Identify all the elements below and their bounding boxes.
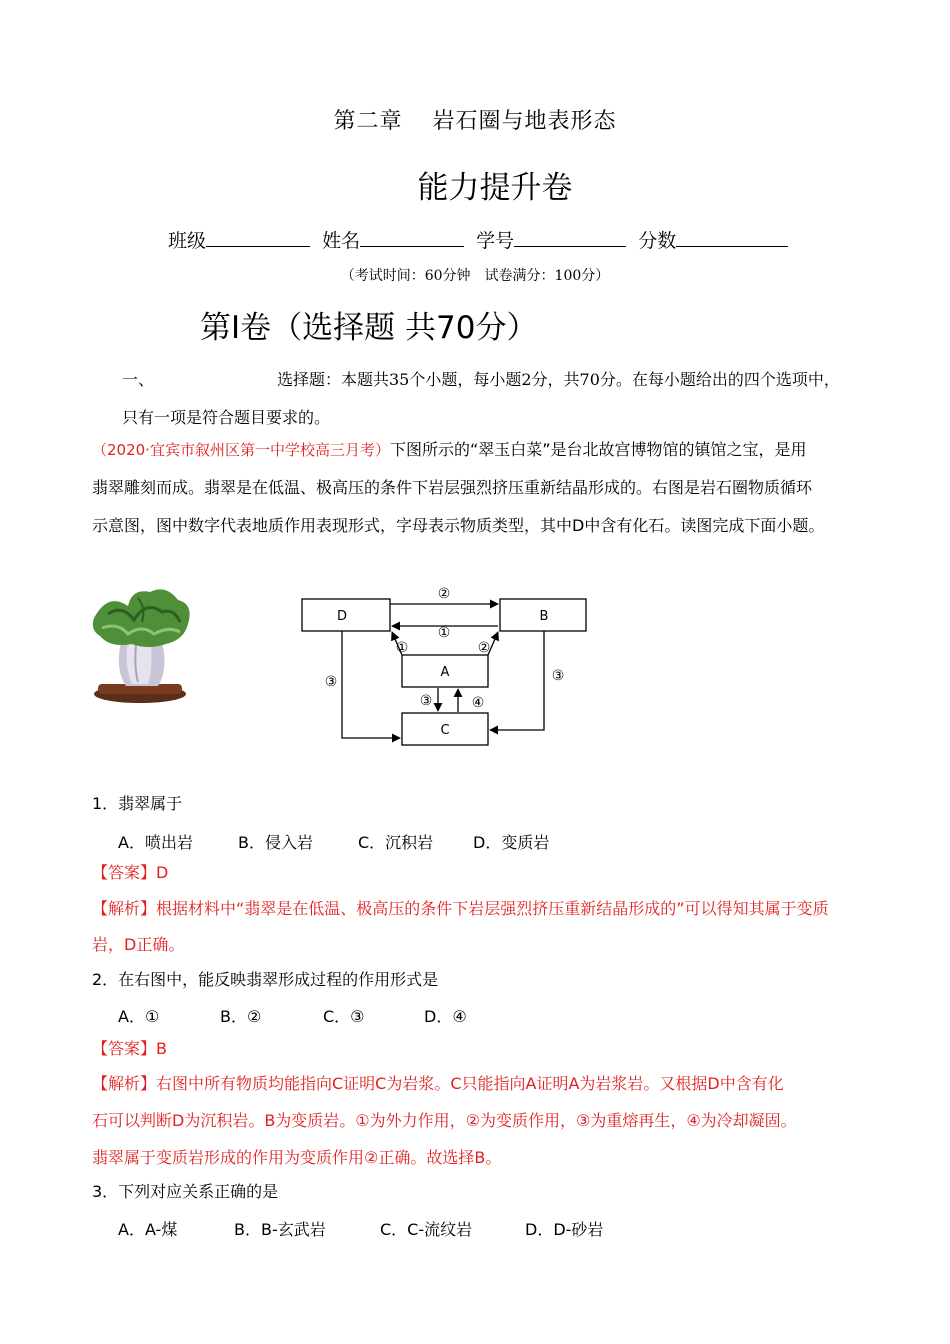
class-blank bbox=[206, 230, 310, 247]
option-c: C．沉积岩 bbox=[358, 833, 434, 852]
question-3-stem: 3．下列对应关系正确的是 bbox=[92, 1182, 279, 1201]
volume-title: 能力提升卷 bbox=[417, 170, 573, 206]
passage-line2: 翡翠雕刻而成。翡翠是在低温、极高压的条件下岩层强烈挤压重新结晶形成的。右图是岩石圈物质循环 bbox=[92, 478, 813, 497]
question-1-analysis-line1: 【解析】根据材料中“翡翠是在低温、极高压的条件下岩层强烈挤压重新结晶形成的”可以得知其属于变质 bbox=[92, 899, 829, 918]
rock-cycle-diagram bbox=[298, 578, 590, 754]
student-id-blank bbox=[514, 230, 626, 247]
question-1-analysis-line2: 岩，D正确。 bbox=[92, 935, 185, 954]
name-label: 姓名 bbox=[322, 230, 361, 252]
option-b: B．B-玄武岩 bbox=[234, 1220, 326, 1239]
question-2-analysis-line3: 翡翠属于变质岩形成的作用为变质作用②正确。故选择B。 bbox=[92, 1148, 502, 1167]
option-a: A．喷出岩 bbox=[118, 833, 193, 852]
option-a: A．A-煤 bbox=[118, 1220, 178, 1239]
option-b: B．侵入岩 bbox=[238, 833, 313, 852]
score-label: 分数 bbox=[638, 230, 677, 252]
question-1-answer: 【答案】D bbox=[92, 863, 169, 882]
part-title: 第Ⅰ卷（选择题 共70分） bbox=[200, 310, 538, 346]
option-c: C．C-流纹岩 bbox=[380, 1220, 473, 1239]
arrow-B-to-C bbox=[490, 631, 544, 730]
option-d: D．④ bbox=[424, 1007, 467, 1026]
label-arrow-3-center: ③ bbox=[419, 693, 433, 709]
option-d: D．变质岩 bbox=[473, 833, 550, 852]
label-arrow-3-left: ③ bbox=[324, 674, 338, 690]
label-arrow-4: ④ bbox=[471, 695, 485, 711]
question-2-analysis-line2: 石可以判断D为沉积岩。B为变质岩。①为外力作用，②为变质作用，③为重熔再生，④为冷却凝固。 bbox=[92, 1111, 797, 1130]
label-D: D bbox=[336, 609, 348, 624]
label-C: C bbox=[440, 723, 450, 738]
question-2-answer: 【答案】B bbox=[92, 1039, 167, 1058]
label-arrow-1-left: ① bbox=[395, 640, 409, 656]
label-arrow-2-right: ② bbox=[477, 640, 491, 656]
label-arrow-2-top: ② bbox=[437, 586, 451, 602]
instructions-line1: 选择题：本题共35个小题，每小题2分，共70分。在每小题给出的四个选项中， bbox=[277, 370, 840, 389]
question-1-stem: 1．翡翠属于 bbox=[92, 794, 183, 813]
passage-line1: （2020·宜宾市叙州区第一中学校高三月考）下图所示的“翠玉白菜”是台北故宫博物馆的镇馆之宝，是用 bbox=[92, 440, 807, 459]
option-b: B．② bbox=[220, 1007, 262, 1026]
question-2-stem: 2．在右图中，能反映翡翠形成过程的作用形式是 bbox=[92, 970, 439, 989]
student-id-label: 学号 bbox=[476, 230, 515, 252]
option-c: C．③ bbox=[323, 1007, 365, 1026]
option-a: A．① bbox=[118, 1007, 160, 1026]
name-blank bbox=[360, 230, 464, 247]
section-number: 一、 bbox=[122, 370, 155, 389]
class-label: 班级 bbox=[168, 230, 207, 252]
instructions-line2: 只有一项是符合题目要求的。 bbox=[122, 408, 331, 427]
arrow-D-to-C bbox=[342, 631, 400, 738]
exam-info: （考试时间：60分钟 试卷满分：100分） bbox=[340, 268, 610, 284]
jade-cabbage-image bbox=[88, 578, 198, 708]
label-A: A bbox=[440, 665, 450, 680]
student-info-row bbox=[168, 226, 794, 253]
chapter-title: 第二章 岩石圈与地表形态 bbox=[333, 109, 617, 134]
question-2-analysis-line1: 【解析】右图中所有物质均能指向C证明C为岩浆。C只能指向A证明A为岩浆岩。又根据D中含有化 bbox=[92, 1074, 784, 1093]
label-arrow-1-mid: ① bbox=[437, 625, 451, 641]
question-source: （2020·宜宾市叙州区第一中学校高三月考） bbox=[92, 441, 390, 459]
label-arrow-3-right: ③ bbox=[551, 668, 565, 684]
label-B: B bbox=[539, 609, 549, 624]
option-d: D．D-砂岩 bbox=[525, 1220, 604, 1239]
passage-line3: 示意图，图中数字代表地质作用表现形式，字母表示物质类型，其中D中含有化石。读图完成下面小题。 bbox=[92, 516, 825, 535]
score-blank bbox=[676, 230, 788, 247]
